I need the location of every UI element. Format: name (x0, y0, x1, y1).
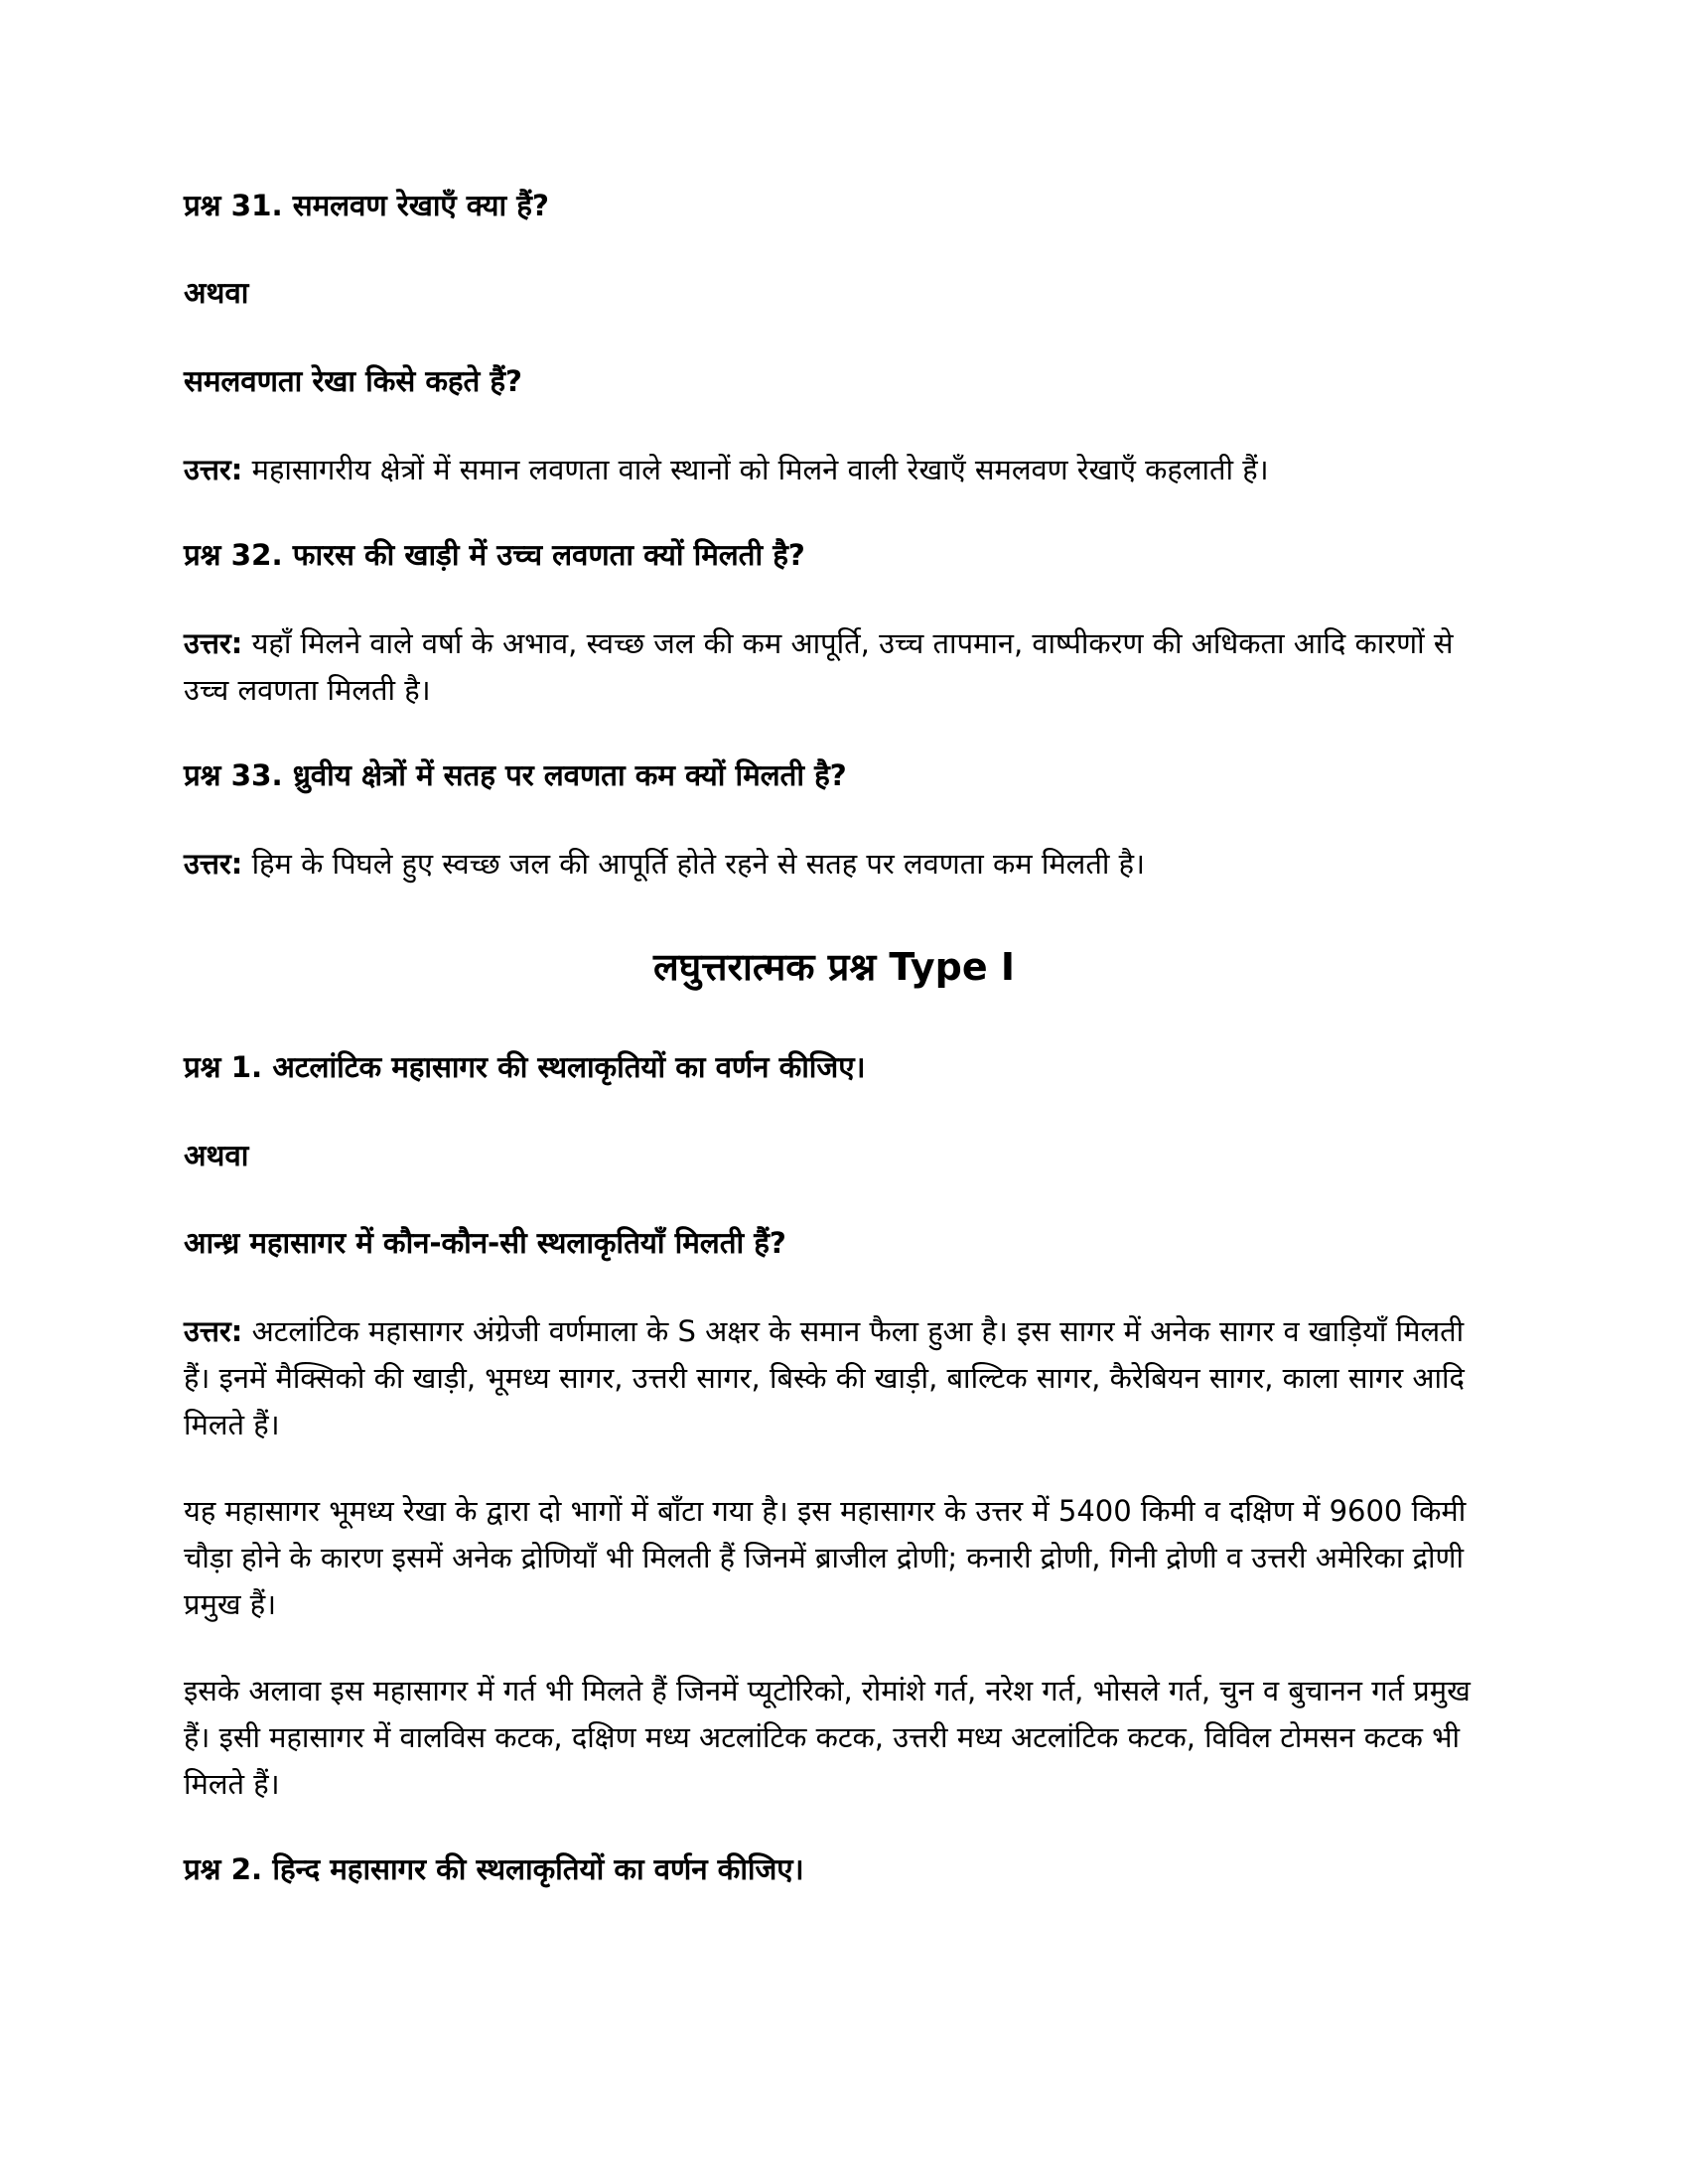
question-heading-s1-q2: प्रश्न 2. हिन्द महासागर की स्थलाकृतियों का वर्णन कीजिए। (184, 1851, 804, 1886)
answer-label-33: उत्तर: (184, 847, 243, 882)
answer-label-31: उत्तर: (184, 452, 243, 486)
answer-text-32: यहाँ मिलने वाले वर्षा के अभाव, स्वच्छ जल की कम आपूर्ति, उच्च तापमान, वाष्पीकरण की अधिकता आदि कारणों से उच्च लवणता मिलती है। (184, 625, 1454, 707)
answer-text-s1-q1: अटलांटिक महासागर अंग्रेजी वर्णमाला के S अक्षर के समान फैला हुआ है। इस सागर में अनेक सागर व खाड़ियाँ मिलती हैं। इनमें मैक्सिको की खाड़ी, भूमध्य सागर, उत्तरी सागर, बिस्के की खाड़ी, बाल्टिक सागर, कैरेबियन सागर, काला सागर आदि मिलते हैं। (184, 1314, 1465, 1441)
answer-31 (184, 447, 1484, 493)
answer-33 (184, 841, 1484, 887)
question-heading-s1-q1-alt: आन्ध्र महासागर में कौन-कौन-सी स्थलाकृतियाँ मिलती हैं? (184, 1225, 786, 1260)
alternative-label-s1-q1: अथवा (184, 1138, 249, 1172)
question-heading-31: प्रश्न 31. समलवण रेखाएँ क्या हैं? (184, 189, 549, 222)
answer-text-33: हिम के पिघले हुए स्वच्छ जल की आपूर्ति होते रहने से सतह पर लवणता कम मिलती है। (242, 847, 1145, 882)
answer-s1-q1 (184, 1308, 1484, 1448)
section-title: लघुत्तरात्मक प्रश्न Type I (653, 945, 1015, 990)
answer-label-s1-q1: उत्तर: (184, 1314, 243, 1349)
answer-label-32: उत्तर: (184, 625, 243, 660)
question-heading-33: प्रश्न 33. ध्रुवीय क्षेत्रों में सतह पर लवणता कम क्यों मिलती है? (184, 757, 847, 792)
document-content (184, 184, 1484, 1891)
answer-paragraph-s1-q1-3: इसके अलावा इस महासागर में गर्त भी मिलते हैं जिनमें प्यूटोरिको, रोमांशे गर्त, नरेश गर्त, भोसले गर्त, चुन व बुचानन गर्त प्रमुख हैं। इसी महासागर में वालविस कटक, दक्षिण मध्य अटलांटिक कटक, उत्तरी मध्य अटलांटिक कटक, विविल टोमसन कटक भी मिलते हैं। (184, 1673, 1471, 1801)
question-heading-32: प्रश्न 32. फारस की खाड़ी में उच्च लवणता क्यों मिलती है? (184, 537, 805, 572)
answer-text-31: महासागरीय क्षेत्रों में समान लवणता वाले स्थानों को मिलने वाली रेखाएँ समलवण रेखाएँ कहलाती हैं। (242, 452, 1269, 486)
answer-32 (184, 620, 1484, 714)
answer-paragraph-s1-q1-2: यह महासागर भूमध्य रेखा के द्वारा दो भागों में बाँटा गया है। इस महासागर के उत्तर में 5400 किमी व दक्षिण में 9600 किमी चौड़ा होने के कारण इसमें अनेक द्रोणियाँ भी मिलती हैं जिनमें ब्राजील द्रोणी; कनारी द्रोणी, गिनी द्रोणी व उत्तरी अमेरिका द्रोणी प्रमुख हैं। (184, 1493, 1467, 1621)
question-heading-s1-q1: प्रश्न 1. अटलांटिक महासागर की स्थलाकृतियों का वर्णन कीजिए। (184, 1050, 866, 1085)
alternative-label-31: अथवा (184, 276, 249, 311)
question-heading-31-alt: समलवणता रेखा किसे कहते हैं? (184, 363, 522, 398)
